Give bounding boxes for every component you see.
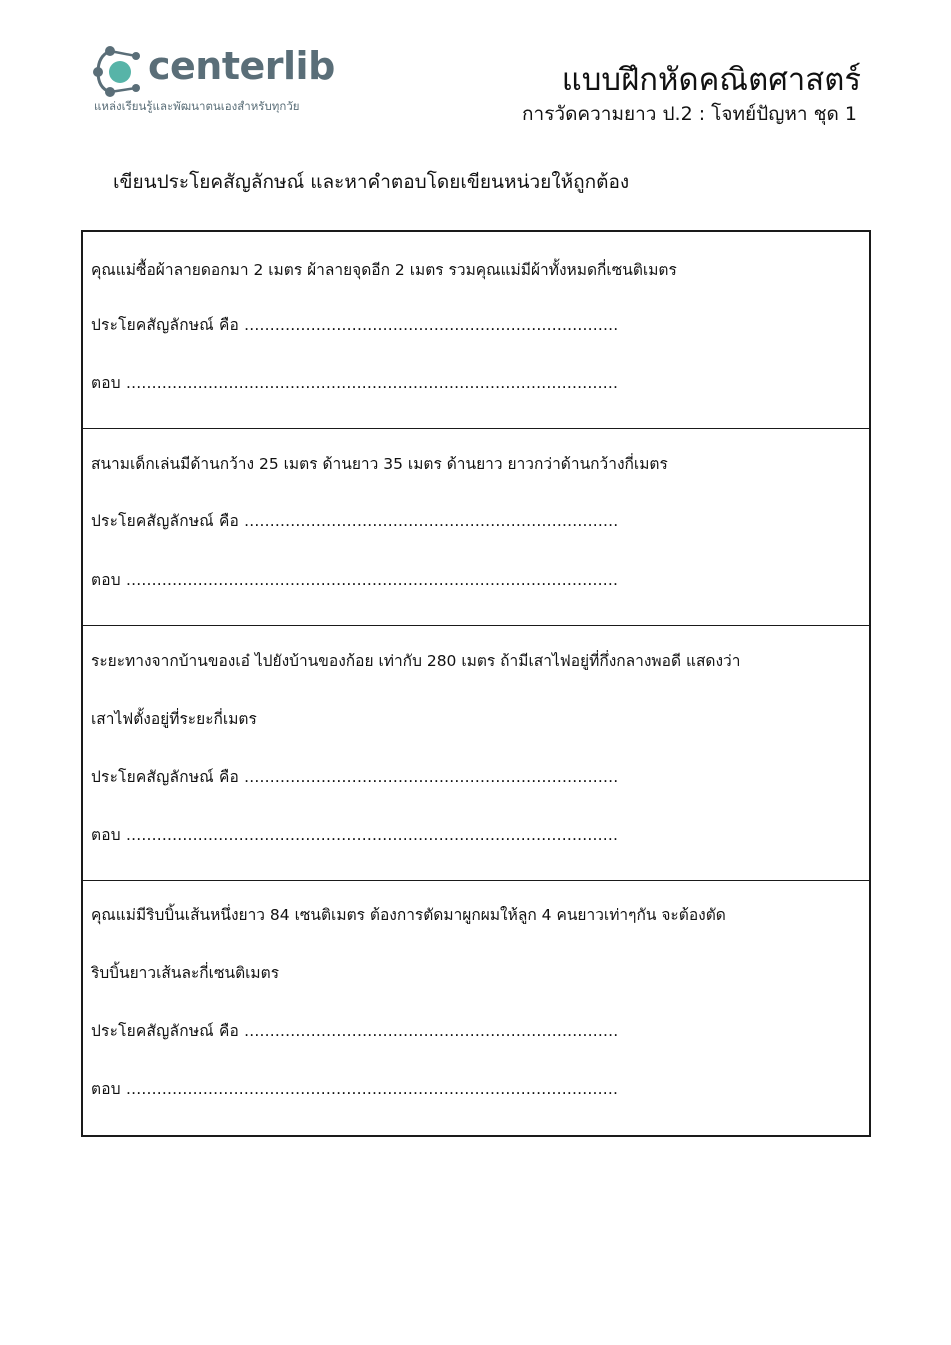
question-1-answer-field[interactable]: ตอบ ................................................................................................ — [91, 374, 619, 392]
question-2-answer-field[interactable]: ตอบ ................................................................................................ — [91, 571, 619, 589]
question-4-text-line-2: ริบบิ้นยาวเส้นละกี่เซนติเมตร — [91, 964, 280, 982]
logo-wordmark: centerlib — [148, 44, 335, 88]
question-3-text-line-1: ระยะทางจากบ้านของเอ๋ ไปยังบ้านของก้อย เท่ากับ 280 เมตร ถ้ามีเสาไฟอยู่ที่กึ่งกลางพอดี แสดงว่า — [91, 652, 741, 670]
question-1 — [83, 232, 869, 428]
question-3 — [83, 625, 869, 880]
question-3-sentence-field[interactable]: ประโยคสัญลักษณ์ คือ ......................................................................... — [91, 768, 619, 786]
question-4-sentence-field[interactable]: ประโยคสัญลักษณ์ คือ ......................................................................... — [91, 1022, 619, 1040]
question-3-text-line-2: เสาไฟตั้งอยู่ที่ระยะกี่เมตร — [91, 710, 257, 728]
page-title: แบบฝึกหัดคณิตศาสตร์ — [561, 62, 861, 98]
question-1-text-line-1: คุณแม่ซื้อผ้าลายดอกมา 2 เมตร ผ้าลายจุดอีก 2 เมตร รวมคุณแม่มีผ้าทั้งหมดกี่เซนติเมตร — [91, 261, 677, 279]
question-3-answer-field[interactable]: ตอบ ................................................................................................ — [91, 826, 619, 844]
question-4 — [83, 880, 869, 1135]
logo-tagline: แหล่งเรียนรู้และพัฒนาตนเองสำหรับทุกวัย — [94, 99, 300, 113]
page-subtitle: การวัดความยาว ป.2 : โจทย์ปัญหา ชุด 1 — [522, 103, 857, 125]
question-4-text-line-1: คุณแม่มีริบบิ้นเส้นหนึ่งยาว 84 เซนติเมตร ต้องการตัดมาผูกผมให้ลูก 4 คนยาวเท่าๆกัน จะต้องตัด — [91, 906, 726, 924]
question-2-sentence-field[interactable]: ประโยคสัญลักษณ์ คือ ......................................................................... — [91, 512, 619, 530]
logo-molecule-icon — [92, 42, 148, 98]
question-2 — [83, 428, 869, 625]
questions-box — [81, 230, 871, 1137]
logo — [92, 40, 352, 120]
question-4-answer-field[interactable]: ตอบ ................................................................................................ — [91, 1080, 619, 1098]
question-2-text-line-1: สนามเด็กเล่นมีด้านกว้าง 25 เมตร ด้านยาว 35 เมตร ด้านยาว ยาวกว่าด้านกว้างกี่เมตร — [91, 455, 668, 473]
instruction-text: เขียนประโยคสัญลักษณ์ และหาคำตอบโดยเขียนหน่วยให้ถูกต้อง — [113, 171, 630, 193]
question-1-sentence-field[interactable]: ประโยคสัญลักษณ์ คือ ......................................................................... — [91, 316, 619, 334]
